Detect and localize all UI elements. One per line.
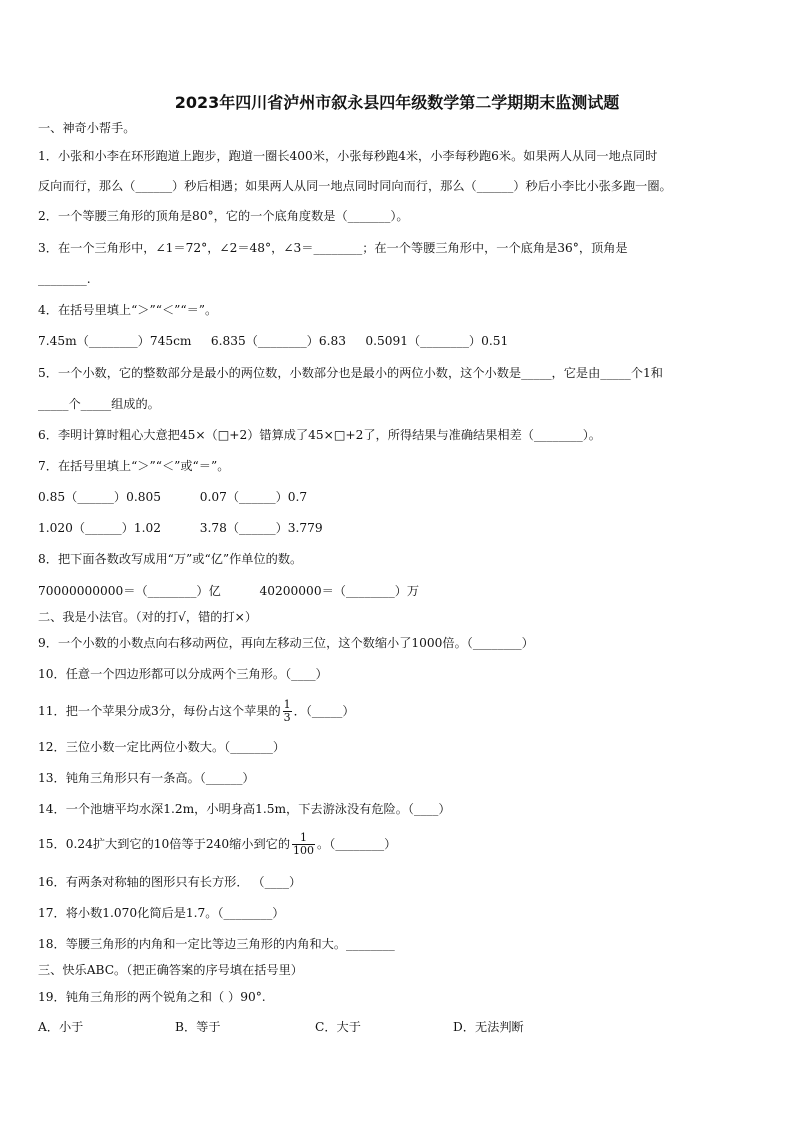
fraction-denominator: 100 [293, 844, 315, 857]
question-3-line-2: ________. [38, 272, 91, 286]
question-15-answer: 。（________） [317, 837, 397, 851]
section-1-heading: 一、神奇小帮手。 [38, 121, 136, 135]
question-15 [38, 829, 396, 859]
fraction-one-hundredth [292, 832, 315, 857]
question-7: 7．在括号里填上“＞”“＜”或“＝”。 [38, 459, 230, 473]
question-19: 19．钝角三角形的两个锐角之和（ ）90°. [38, 990, 266, 1004]
question-4: 4．在括号里填上“＞”“＜”“＝”。 [38, 303, 218, 317]
question-7-row-1: 0.85（______）0.805 0.07（______）0.7 [38, 490, 308, 504]
question-5-line-1: 5．一个小数，它的整数部分是最小的两位数，小数部分也是最小的两位小数，这个小数是_____，它是由_____个1和 [38, 366, 663, 380]
question-11 [38, 696, 355, 726]
question-1-line-1: 1．小张和小李在环形跑道上跑步，跑道一圈长400米，小张每秒跑4米，小李每秒跑6米。如果两人从同一地点同时 [38, 149, 658, 163]
question-11-answer: ．（_____） [293, 704, 355, 718]
question-5-line-2: _____个_____组成的。 [38, 397, 160, 411]
question-12: 12．三位小数一定比两位小数大。（_______） [38, 740, 286, 754]
question-18: 18．等腰三角形的内角和一定比等边三角形的内角和大。________ [38, 937, 395, 951]
question-10: 10．任意一个四边形都可以分成两个三角形。（____） [38, 667, 328, 681]
question-17: 17．将小数1.070化简后是1.7。（________） [38, 906, 285, 920]
question-4-items: 7.45m（________）745cm 6.835（________）6.83 0.5091（________）0.51 [38, 334, 509, 348]
question-1-line-2: 反向而行，那么（______）秒后相遇；如果两人从同一地点同时同向而行，那么（______）秒后小李比小张多跑一圈。 [38, 179, 672, 193]
fraction-numerator: 1 [283, 698, 291, 711]
question-7-row-2: 1.020（______）1.02 3.78（______）3.779 [38, 521, 323, 535]
option-d: D．无法判断 [453, 1020, 524, 1034]
question-16: 16．有两条对称轴的图形只有长方形． （____） [38, 875, 302, 889]
question-8-items: 70000000000＝（________）亿 40200000＝（________）万 [38, 584, 420, 598]
question-3-line-1: 3．在一个三角形中，∠1＝72°，∠2＝48°，∠3＝________；在一个等腰三角形中，一个底角是36°，顶角是 [38, 241, 628, 255]
question-6: 6．李明计算时粗心大意把45×（□+2）错算成了45×□+2了，所得结果与准确结果相差（________）。 [38, 428, 601, 442]
fraction-numerator: 1 [292, 832, 315, 845]
question-9: 9．一个小数的小数点向右移动两位，再向左移动三位，这个数缩小了1000倍。（________） [38, 636, 534, 650]
question-14: 14．一个池塘平均水深1.2m，小明身高1.5m，下去游泳没有危险。（____） [38, 802, 451, 816]
option-c: C．大于 [315, 1020, 361, 1034]
page-title: 2023年四川省泸州市叙永县四年级数学第二学期期末监测试题 [174, 93, 620, 112]
section-3-heading: 三、快乐ABC。（把正确答案的序号填在括号里） [38, 963, 303, 977]
fraction-one-third [283, 699, 292, 724]
question-13: 13．钝角三角形只有一条高。（______） [38, 771, 255, 785]
question-2: 2．一个等腰三角形的顶角是80°，它的一个底角度数是（_______）。 [38, 209, 409, 223]
section-2-heading: 二、我是小法官。（对的打√，错的打×） [38, 610, 258, 624]
fraction-denominator: 3 [283, 711, 291, 724]
question-19-options [38, 1019, 758, 1035]
question-8: 8．把下面各数改写成用“万”或“亿”作单位的数。 [38, 552, 303, 566]
option-a: A．小于 [38, 1020, 84, 1034]
question-11-text: 11．把一个苹果分成3分，每份占这个苹果的 [38, 704, 281, 718]
option-b: B．等于 [175, 1020, 221, 1034]
question-15-text: 15．0.24扩大到它的10倍等于240缩小到它的 [38, 837, 291, 851]
